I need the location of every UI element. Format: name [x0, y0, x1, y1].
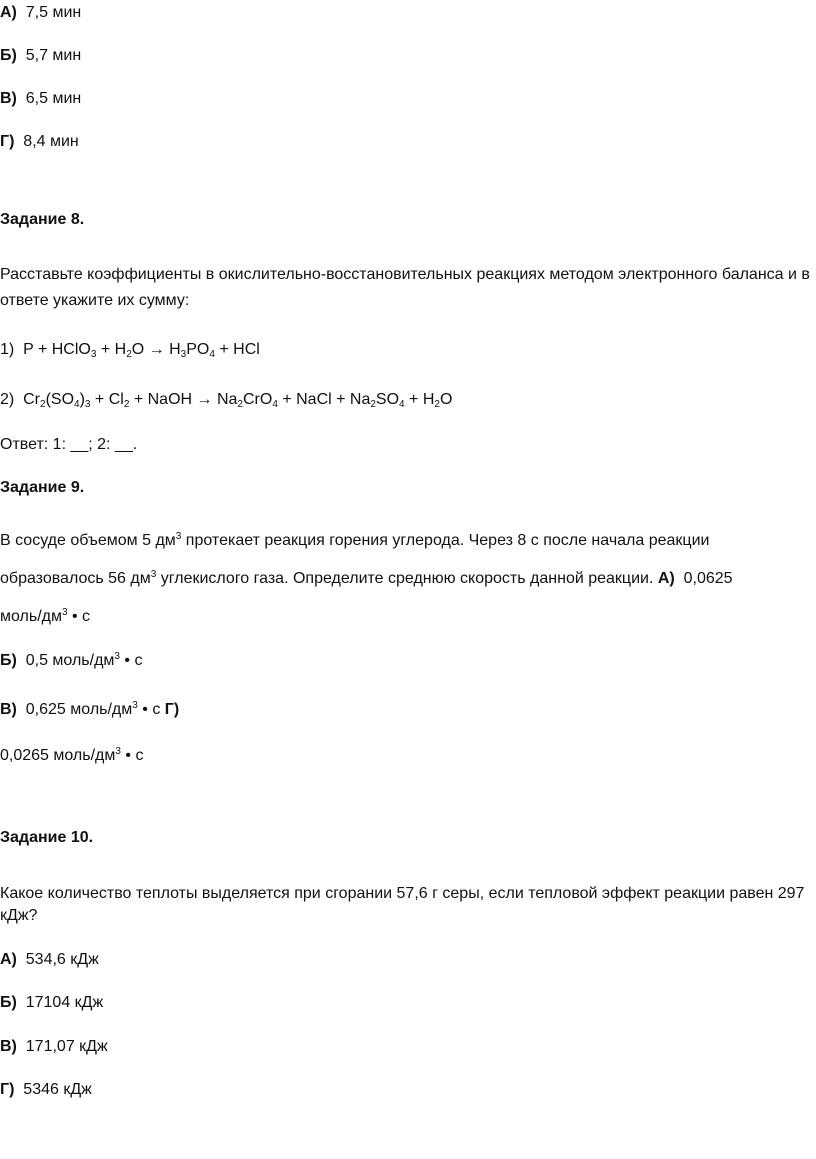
option-text: 8,4 мин [23, 133, 79, 150]
superscript: 3 [62, 607, 68, 618]
option-text: 6,5 мин [25, 90, 82, 107]
q7-option-b [0, 46, 81, 66]
q7-option-a [0, 3, 81, 23]
task9-prompt-line1 [0, 531, 709, 551]
option-text: 5,7 мин [25, 47, 82, 64]
task10-option-a [0, 950, 99, 970]
option-text: • с [137, 701, 165, 718]
option-text: 5346 кДж [23, 1081, 92, 1098]
task8-title: Задание 8. [0, 211, 85, 228]
task8-equation-2: 2) $Cr_2(SO_4)_3 + Cl_2$ + NaOH → $Na_2CrO_4$ + NaCl + $Na_2SO_4 + H_2O$ [0, 391, 453, 410]
option-text: 534,6 кДж [25, 951, 99, 968]
option-letter: Б) [0, 47, 17, 64]
option-letter: В) [0, 90, 17, 107]
option-text: 17104 кДж [25, 994, 104, 1011]
task10-option-v [0, 1037, 108, 1057]
prompt-text: образовалось 56 дм [0, 570, 151, 587]
option-text: 171,07 кДж [25, 1038, 108, 1055]
option-text: 0,0625 [674, 570, 733, 587]
task8-equation-1: 1) P + HClO$_3$ + $H_2O \to H_3PO_4$ + HCl [0, 341, 260, 360]
option-text: • с [67, 608, 91, 625]
task10-prompt-line2: кДж? [0, 907, 38, 924]
prompt-text: углекислого газа. Определите среднюю скорость данной реакции. [156, 570, 658, 587]
option-text: 0,625 моль/дм [16, 701, 133, 718]
option-letter: Г) [0, 133, 15, 150]
option-letter: Б) [0, 994, 17, 1011]
option-text: 0,0265 моль/дм [0, 747, 116, 764]
option-text: 0,5 моль/дм [16, 652, 115, 669]
superscript: 3 [150, 569, 157, 580]
option-text: 7,5 мин [25, 4, 82, 21]
option-letter: А) [0, 951, 17, 968]
option-letter: Б) [0, 652, 17, 669]
task10-prompt-line1: Какое количество теплоты выделяется при сгорании 57,6 г серы, если тепловой эффект реакции равен 297 [0, 885, 805, 902]
superscript: 3 [132, 700, 138, 711]
task8-answer-line: Ответ: 1: __; 2: __. [0, 436, 138, 453]
task9-option-b [0, 651, 142, 671]
option-letter: В) [0, 701, 17, 718]
q7-option-v [0, 89, 81, 109]
superscript: 3 [115, 746, 121, 757]
task9-title: Задание 9. [0, 479, 85, 496]
option-text: • с [120, 747, 144, 764]
q7-option-g [0, 132, 79, 152]
task10-option-b [0, 993, 103, 1013]
task8-prompt-line1: Расставьте коэффициенты в окислительно-восстановительных реакциях методом электронного баланса и в [0, 266, 810, 283]
task9-prompt-line2 [0, 569, 733, 589]
task9-option-v [0, 700, 179, 720]
task10-option-g [0, 1080, 92, 1100]
task9-option-a-unit [0, 607, 90, 627]
option-letter: Г) [0, 1081, 15, 1098]
equation-number: 1) [0, 341, 15, 358]
task10-title: Задание 10. [0, 829, 94, 846]
option-letter: Г) [164, 701, 180, 718]
task9-option-g [0, 746, 143, 766]
superscript: 3 [175, 531, 182, 542]
equation-number: 2) [0, 391, 15, 408]
option-text: моль/дм [0, 608, 62, 625]
prompt-text: протекает реакция горения углерода. Через 8 с после начала реакции [181, 532, 710, 549]
option-letter: А) [657, 570, 675, 587]
option-letter: А) [0, 4, 17, 21]
option-letter: В) [0, 1038, 17, 1055]
prompt-text: В сосуде объемом 5 дм [0, 532, 176, 549]
superscript: 3 [114, 651, 120, 662]
option-text: • с [119, 652, 143, 669]
task8-prompt-line2: ответе укажите их сумму: [0, 292, 190, 309]
